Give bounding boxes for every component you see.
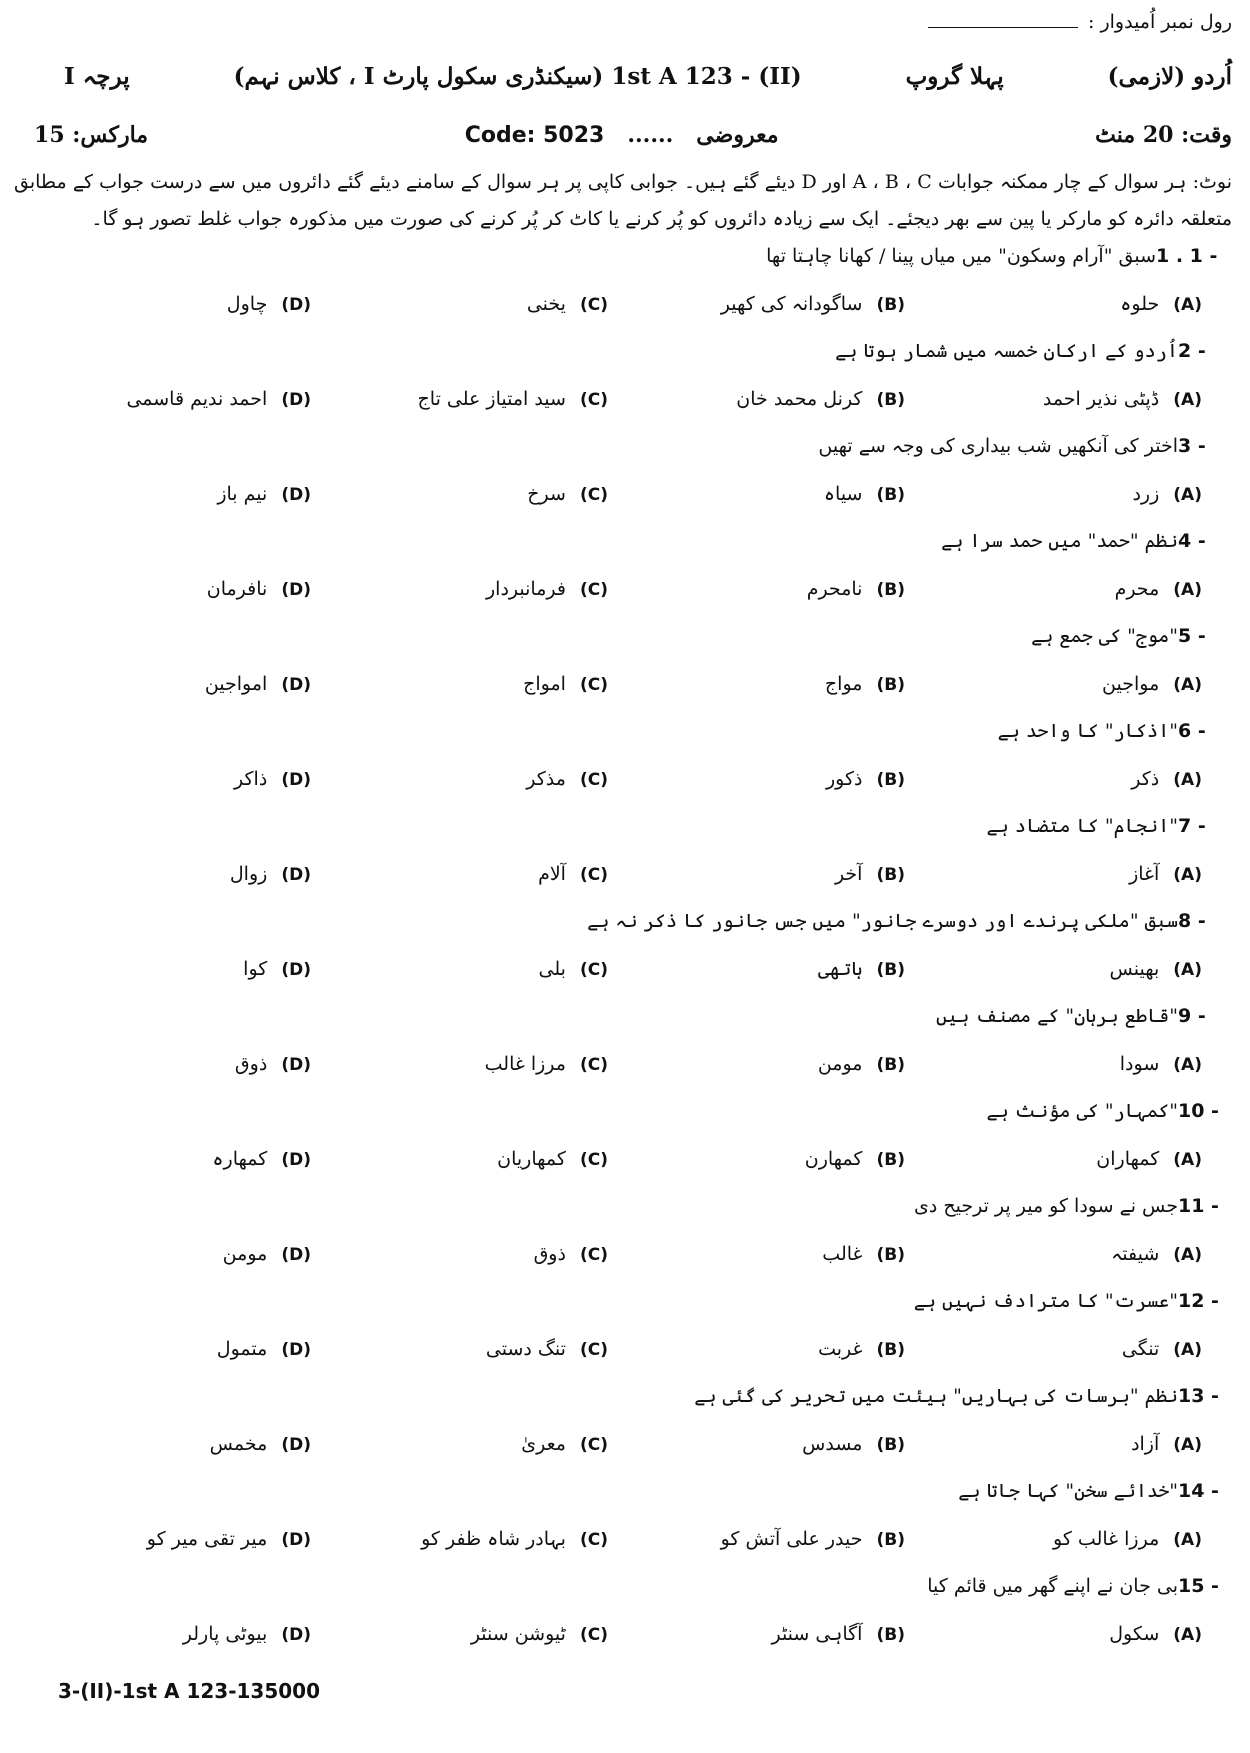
option-text: بھینس [1109, 958, 1160, 980]
type-code-group [465, 122, 779, 148]
option-letter: (C) [579, 390, 608, 410]
question-12 [14, 1283, 1232, 1320]
option-b [608, 483, 905, 505]
option-text: تنگ دستی [485, 1338, 566, 1360]
time-label: وقت: 20 منٹ [1095, 122, 1232, 148]
option-b [608, 1148, 905, 1170]
option-letter: (B) [876, 770, 905, 790]
option-text: بیوٹی پارلر [182, 1623, 268, 1645]
roll-number-blank [928, 9, 1078, 28]
option-text: آغاز [1129, 863, 1160, 885]
question-5 [14, 618, 1232, 655]
option-text: حلوہ [1120, 293, 1160, 315]
option-letter: (A) [1173, 1625, 1202, 1645]
option-letter: (D) [281, 1530, 311, 1550]
option-letter: (C) [579, 1150, 608, 1170]
option-letter: (C) [579, 675, 608, 695]
question-number: 9 - [1178, 1005, 1206, 1027]
option-text: مرزا غالب [484, 1053, 566, 1075]
option-letter: (D) [281, 1435, 311, 1455]
option-d [14, 1433, 311, 1455]
option-letter: (D) [281, 770, 311, 790]
question-text: "کمہار" کی مؤنث ہے [986, 1100, 1178, 1122]
option-text: یخنی [526, 293, 566, 315]
option-c [311, 388, 608, 410]
option-letter: (D) [281, 1245, 311, 1265]
option-text: سودا [1119, 1053, 1160, 1075]
question-number: 12 - [1178, 1290, 1219, 1312]
option-a [905, 388, 1202, 410]
question-3 [14, 428, 1232, 465]
options-row [14, 1035, 1232, 1093]
option-letter: (D) [281, 1150, 311, 1170]
options-row [14, 750, 1232, 808]
option-letter: (A) [1173, 960, 1202, 980]
options-row [14, 465, 1232, 523]
option-text: کمھارن [804, 1148, 863, 1170]
options-row [14, 1225, 1232, 1283]
question-text: "عسرت" کا مترادف نہیں ہے [913, 1290, 1178, 1312]
option-text: متمول [216, 1338, 268, 1360]
option-letter: (A) [1173, 1150, 1202, 1170]
option-text: چاول [226, 293, 268, 315]
question-2 [14, 333, 1232, 370]
question-number: 1 . 1 - [1156, 245, 1218, 267]
option-letter: (B) [876, 295, 905, 315]
option-text: زوال [229, 863, 268, 885]
option-letter: (C) [579, 1625, 608, 1645]
paper-label: پرچہ I [64, 62, 130, 90]
option-text: سید امتیاز علی تاج [417, 388, 566, 410]
option-letter: (A) [1173, 1245, 1202, 1265]
option-c [311, 293, 608, 315]
option-d [14, 483, 311, 505]
question-4 [14, 523, 1232, 560]
options-row [14, 940, 1232, 998]
option-a [905, 1433, 1202, 1455]
option-letter: (A) [1173, 770, 1202, 790]
option-letter: (D) [281, 865, 311, 885]
option-text: امواج [523, 673, 566, 695]
option-letter: (C) [579, 485, 608, 505]
question-text: "اذکار" کا واحد ہے [997, 720, 1178, 742]
option-letter: (B) [876, 390, 905, 410]
option-letter: (D) [281, 1055, 311, 1075]
option-text: ٹیوشن سنٹر [470, 1623, 566, 1645]
question-number: 5 - [1178, 625, 1206, 647]
option-text: زرد [1132, 483, 1160, 505]
option-d [14, 1243, 311, 1265]
options-row [14, 1510, 1232, 1568]
option-b [608, 1623, 905, 1645]
option-text: آلام [538, 863, 566, 885]
question-number: 8 - [1178, 910, 1206, 932]
option-letter: (D) [281, 295, 311, 315]
option-c [311, 1528, 608, 1550]
option-c [311, 1243, 608, 1265]
question-number: 10 - [1178, 1100, 1219, 1122]
roll-number-label: رول نمبر اُمیدوار : [1088, 11, 1232, 33]
question-text: سبق "آرام وسکون" میں میاں پینا / کھانا چاہتا تھا [766, 245, 1156, 267]
option-text: مذکر [526, 768, 566, 790]
option-c [311, 768, 608, 790]
option-letter: (A) [1173, 295, 1202, 315]
question-text: سبق "ملکی پرندے اور دوسرے جانور" میں جس جانور کا ذکر نہ ہے [587, 910, 1178, 932]
option-letter: (B) [876, 485, 905, 505]
option-b [608, 958, 905, 980]
option-text: سکول [1109, 1623, 1160, 1645]
option-text: ذوق [234, 1053, 268, 1075]
roll-number-line [14, 6, 1232, 38]
question-number: 11 - [1178, 1195, 1219, 1217]
option-letter: (C) [579, 1340, 608, 1360]
option-text: حیدر علی آتش کو [720, 1528, 863, 1550]
option-letter: (B) [876, 1435, 905, 1455]
option-d [14, 863, 311, 885]
question-8 [14, 903, 1232, 940]
question-text: "قاطع برہان" کے مصنف ہیں [935, 1005, 1178, 1027]
option-letter: (B) [876, 1625, 905, 1645]
question-text: اختر کی آنکھیں شب بیداری کی وجہ سے تھیں [818, 435, 1178, 457]
option-b [608, 1053, 905, 1075]
options-row [14, 1605, 1232, 1663]
option-text: کرنل محمد خان [736, 388, 863, 410]
option-a [905, 768, 1202, 790]
option-text: احمد ندیم قاسمی [126, 388, 268, 410]
option-a [905, 293, 1202, 315]
option-letter: (B) [876, 1245, 905, 1265]
option-letter: (A) [1173, 865, 1202, 885]
option-text: ذکور [825, 768, 863, 790]
option-d [14, 768, 311, 790]
options-row [14, 1320, 1232, 1378]
option-c [311, 1433, 608, 1455]
question-number: 13 - [1178, 1385, 1219, 1407]
option-b [608, 1338, 905, 1360]
option-text: ہاتھی [817, 958, 863, 980]
question-number: 15 - [1178, 1575, 1219, 1597]
option-d [14, 1148, 311, 1170]
question-text: "موج" کی جمع ہے [1031, 625, 1178, 647]
options-row [14, 655, 1232, 713]
question-1 [14, 238, 1232, 275]
option-d [14, 1528, 311, 1550]
option-text: کوا [243, 958, 268, 980]
option-letter: (C) [579, 1245, 608, 1265]
option-text: ذوق [533, 1243, 566, 1265]
option-text: غربت [818, 1338, 863, 1360]
option-d [14, 1053, 311, 1075]
option-text: ڈپٹی نذیر احمد [1042, 388, 1160, 410]
option-d [14, 958, 311, 980]
code-label: Code: 5023 [464, 123, 605, 148]
option-letter: (C) [579, 580, 608, 600]
option-b [608, 293, 905, 315]
option-d [14, 293, 311, 315]
option-letter: (B) [876, 580, 905, 600]
option-a [905, 863, 1202, 885]
option-text: کمھارہ [212, 1148, 268, 1170]
options-row [14, 275, 1232, 333]
option-b [608, 673, 905, 695]
option-text: معریٰ [521, 1433, 566, 1455]
option-text: مواجین [1102, 673, 1160, 695]
option-text: سرخ [527, 483, 566, 505]
option-letter: (B) [876, 1530, 905, 1550]
option-letter: (A) [1173, 580, 1202, 600]
options-row [14, 1130, 1232, 1188]
option-c [311, 578, 608, 600]
option-d [14, 578, 311, 600]
footer-code: 3-(II)-1st A 123-135000 [58, 1679, 321, 1703]
option-letter: (C) [579, 1435, 608, 1455]
option-text: کمھاران [1096, 1148, 1160, 1170]
option-text: تنگی [1121, 1338, 1160, 1360]
question-13 [14, 1378, 1232, 1415]
question-number: 6 - [1178, 720, 1206, 742]
subject-label: اُردو (لازمی) [1107, 62, 1232, 90]
option-text: مخمس [209, 1433, 268, 1455]
question-text: "انجام" کا متضاد ہے [986, 815, 1178, 837]
options-row [14, 370, 1232, 428]
option-text: ذکر [1131, 768, 1160, 790]
option-text: آخر [834, 863, 863, 885]
option-text: میر تقی میر کو [146, 1528, 268, 1550]
option-letter: (D) [281, 1340, 311, 1360]
option-letter: (B) [876, 1340, 905, 1360]
option-c [311, 958, 608, 980]
option-text: بلی [538, 958, 566, 980]
options-row [14, 845, 1232, 903]
option-a [905, 1528, 1202, 1550]
option-text: آزاد [1131, 1433, 1160, 1455]
question-text: جس نے سودا کو میر پر ترجیح دی [913, 1195, 1178, 1217]
question-14 [14, 1473, 1232, 1510]
question-text: بی جان نے اپنے گھر میں قائم کیا [927, 1575, 1178, 1597]
option-letter: (A) [1173, 1435, 1202, 1455]
option-c [311, 673, 608, 695]
option-letter: (D) [281, 675, 311, 695]
option-text: مواج [824, 673, 863, 695]
option-letter: (C) [579, 295, 608, 315]
options-row [14, 1415, 1232, 1473]
option-letter: (A) [1173, 1055, 1202, 1075]
header-row-1 [14, 44, 1232, 108]
option-text: سیاہ [823, 483, 863, 505]
option-letter: (C) [579, 770, 608, 790]
question-text: نظم "برسات کی بہاریں" ہیئت میں تحریر کی گئی ہے [694, 1385, 1178, 1407]
option-c [311, 863, 608, 885]
option-letter: (B) [876, 1150, 905, 1170]
option-b [608, 863, 905, 885]
question-number: 4 - [1178, 530, 1206, 552]
option-b [608, 578, 905, 600]
option-c [311, 1053, 608, 1075]
question-7 [14, 808, 1232, 845]
option-letter: (A) [1173, 675, 1202, 695]
option-text: مسدس [802, 1433, 863, 1455]
option-d [14, 1623, 311, 1645]
option-text: ساگودانہ کی کھیر [720, 293, 863, 315]
question-11 [14, 1188, 1232, 1225]
question-text: "خدائے سخن" کہا جاتا ہے [958, 1480, 1178, 1502]
option-letter: (D) [281, 580, 311, 600]
question-number: 7 - [1178, 815, 1206, 837]
option-text: محرم [1114, 578, 1160, 600]
option-letter: (B) [876, 865, 905, 885]
question-10 [14, 1093, 1232, 1130]
option-a [905, 1148, 1202, 1170]
option-b [608, 1528, 905, 1550]
instructions-note: نوٹ: ہر سوال کے چار ممکنہ جوابات A ، B ، C اور D دیئے گئے ہیں۔ جوابی کاپی پر ہر سوال کے سامنے دیئے گئے دائروں میں سے درست جواب کے مطابق متعلقہ دائرہ کو مارکر یا پین سے بھر دیجئے۔ ایک سے زیادہ دائروں کو پُر کرنے یا کاٹ کر پُر کرنے کی صورت میں مذکورہ جواب غلط تصور ہو گا۔ [14, 171, 1232, 230]
option-letter: (D) [281, 960, 311, 980]
option-a [905, 673, 1202, 695]
option-text: نیم باز [217, 483, 268, 505]
option-text: ذاکر [234, 768, 268, 790]
option-c [311, 1338, 608, 1360]
option-d [14, 388, 311, 410]
option-c [311, 1623, 608, 1645]
option-letter: (C) [579, 1530, 608, 1550]
option-letter: (A) [1173, 485, 1202, 505]
question-number: 2 - [1178, 340, 1206, 362]
option-letter: (C) [579, 865, 608, 885]
option-d [14, 1338, 311, 1360]
option-d [14, 673, 311, 695]
header-row-2 [14, 108, 1232, 162]
option-letter: (B) [876, 1055, 905, 1075]
option-text: نامحرم [806, 578, 863, 600]
option-b [608, 388, 905, 410]
option-text: شیفتہ [1111, 1243, 1160, 1265]
option-letter: (D) [281, 485, 311, 505]
option-a [905, 958, 1202, 980]
option-c [311, 1148, 608, 1170]
option-text: مومن [222, 1243, 268, 1265]
option-text: مرزا غالب کو [1053, 1528, 1160, 1550]
group-label: پہلا گروپ [905, 62, 1004, 90]
option-b [608, 1433, 905, 1455]
option-letter: (C) [579, 960, 608, 980]
option-letter: (B) [876, 675, 905, 695]
option-text: کمھاریان [497, 1148, 566, 1170]
option-a [905, 578, 1202, 600]
option-text: امواجین [204, 673, 268, 695]
question-text: نظم "حمد" میں حمد سرا ہے [941, 530, 1178, 552]
question-9 [14, 998, 1232, 1035]
option-letter: (D) [281, 1625, 311, 1645]
type-label: معروضی [696, 122, 779, 148]
option-a [905, 1243, 1202, 1265]
option-a [905, 1623, 1202, 1645]
questions-list [14, 238, 1232, 1663]
question-6 [14, 713, 1232, 750]
option-a [905, 483, 1202, 505]
option-letter: (B) [876, 960, 905, 980]
option-letter: (A) [1173, 1340, 1202, 1360]
marks-label: مارکس: 15 [34, 122, 149, 148]
option-text: فرمانبردار [486, 578, 566, 600]
option-c [311, 483, 608, 505]
option-b [608, 768, 905, 790]
option-text: غالب [822, 1243, 863, 1265]
option-text: بہادر شاہ ظفر کو [421, 1528, 566, 1550]
question-15 [14, 1568, 1232, 1605]
option-letter: (C) [579, 1055, 608, 1075]
option-a [905, 1053, 1202, 1075]
question-text: اُردو کے ارکانِ خمسہ میں شمار ہوتا ہے [835, 340, 1178, 362]
option-a [905, 1338, 1202, 1360]
options-row [14, 560, 1232, 618]
dots: ...... [627, 122, 674, 148]
option-letter: (D) [281, 390, 311, 410]
option-text: آگاہی سنٹر [771, 1623, 863, 1645]
option-letter: (A) [1173, 390, 1202, 410]
question-number: 3 - [1178, 435, 1206, 457]
option-b [608, 1243, 905, 1265]
option-text: مومن [817, 1053, 863, 1075]
question-number: 14 - [1178, 1480, 1219, 1502]
option-letter: (A) [1173, 1530, 1202, 1550]
paper-title: (II) - 1st A 123 (سیکنڈری سکول پارٹ I ، کلاس نہم) [233, 62, 802, 90]
option-text: نافرمان [206, 578, 268, 600]
